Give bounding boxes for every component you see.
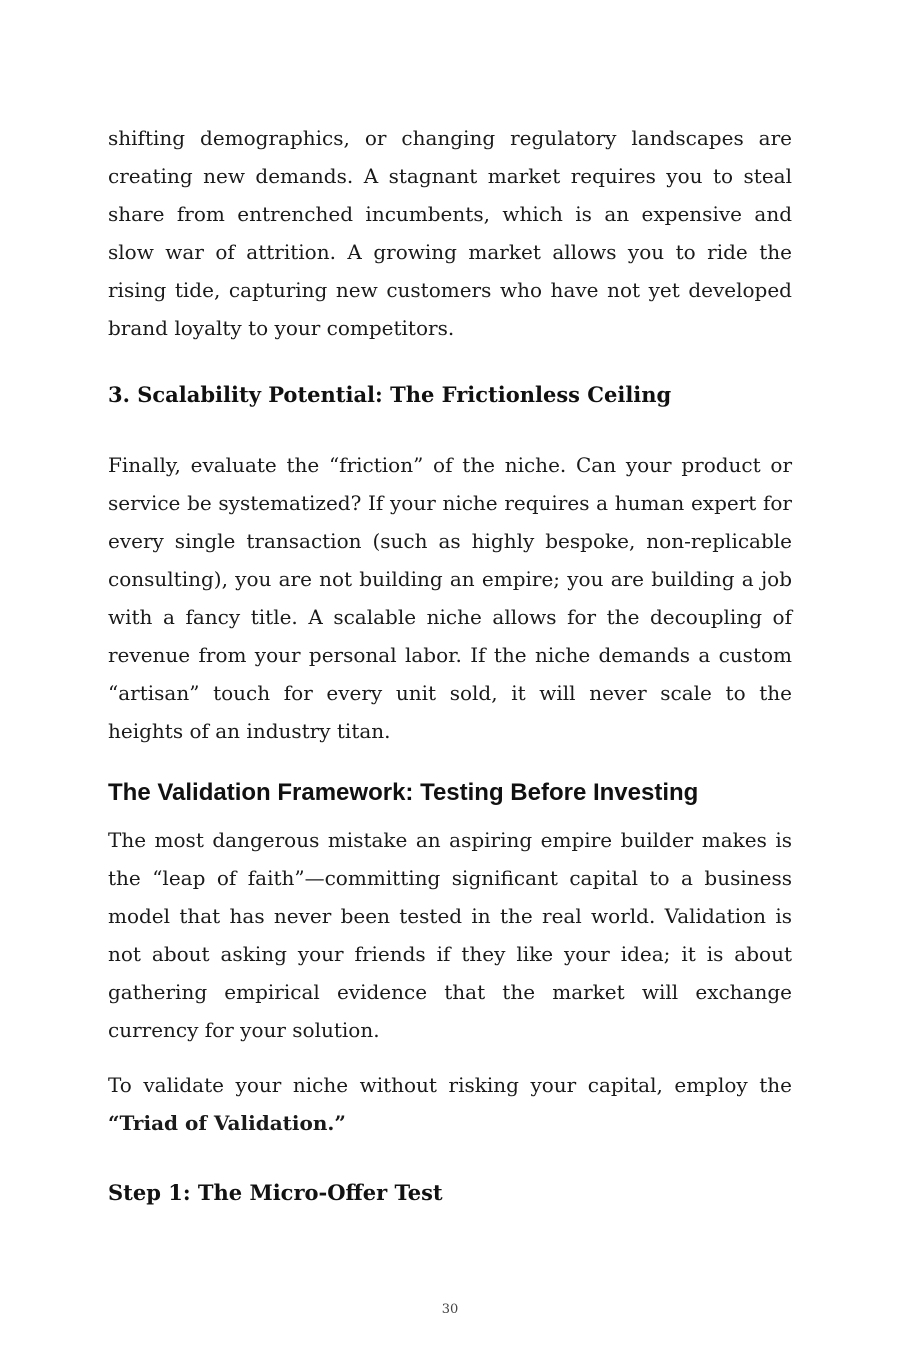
heading-scalability-potential: 3. Scalability Potential: The Frictionless Ceiling bbox=[108, 382, 672, 407]
page-content bbox=[108, 119, 792, 1208]
triad-intro-text: To validate your niche without risking your capital, employ the bbox=[108, 1073, 792, 1097]
paragraph-friction: Finally, evaluate the “friction” of the niche. Can your product or service be systematized? If your niche requires a human expert for every single transaction (such as highly bespoke, non-replicable consulting), you are not building an empire; you are building a job with a fancy title. A scalable niche allows for the decoupling of revenue from your personal labor. If the niche demands a custom “artisan” touch for every unit sold, it will never scale to the heights of an industry titan. bbox=[108, 453, 792, 743]
heading-validation-framework: The Validation Framework: Testing Before Investing bbox=[108, 779, 699, 806]
page-number: 30 bbox=[441, 1302, 459, 1317]
paragraph-triad-intro bbox=[108, 1066, 792, 1142]
paragraph-leap-of-faith: The most dangerous mistake an aspiring empire builder makes is the “leap of faith”—committing significant capital to a business model that has never been tested in the real world. Validation is not about asking your friends if they like your idea; it is about gathering empirical evidence that the market will exchange currency for your solution. bbox=[108, 828, 792, 1042]
paragraph-market-growth: shifting demographics, or changing regulatory landscapes are creating new demands. A stagnant market requires you to steal share from entrenched incumbents, which is an expensive and slow war of attrition. A growing market allows you to ride the rising tide, capturing new customers who have not yet developed brand loyalty to your competitors. bbox=[108, 126, 792, 340]
heading-step-1: Step 1: The Micro-Offer Test bbox=[108, 1180, 443, 1205]
triad-of-validation-emphasis: “Triad of Validation.” bbox=[108, 1111, 346, 1135]
